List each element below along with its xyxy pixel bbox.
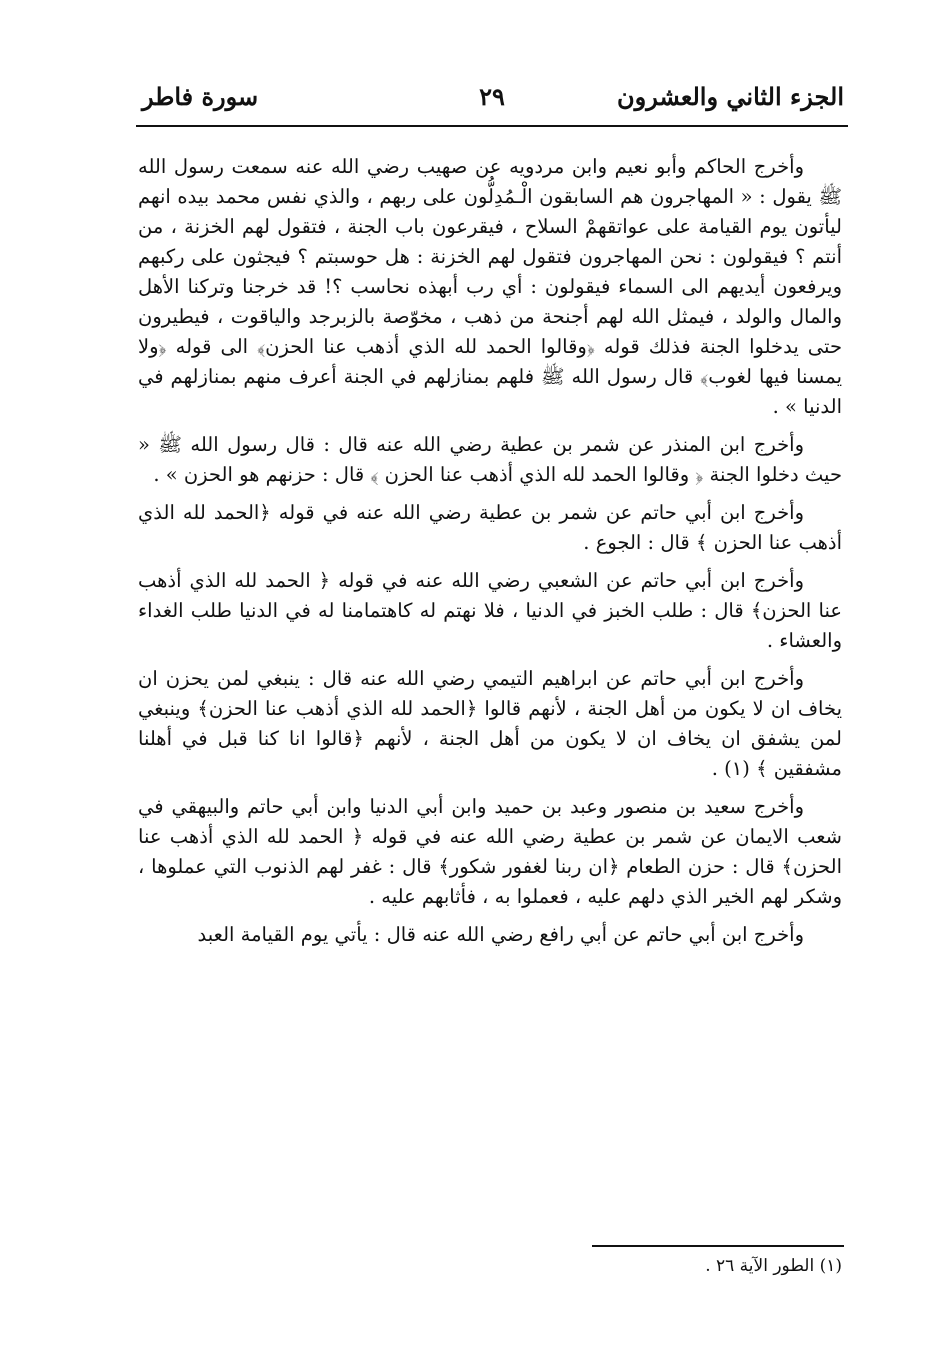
footnote-divider — [592, 1245, 844, 1247]
surah-title: سورة فاطر — [142, 82, 259, 111]
paragraph-6: وأخرج سعيد بن منصور وعبد بن حميد وابن أبي الدنيا وابن أبي حاتم والبيهقي في شعب الايمان عن شمر بن عطية رضي الله عنه في قوله ﴿ الحمد لله الذي أذهب عنا الحزن﴾ قال : حزن الطعام ﴿ان ربنا لغفور شكور﴾ قال : غفر لهم الذنوب التي عملوها ، وشكر لهم الخير الذي دلهم عليه ، فعملوا به ، فأثابهم عليه . — [138, 795, 842, 908]
part-title: الجزء الثاني والعشرون — [617, 82, 844, 111]
footnote: (١) الطور الآية ٢٦ . — [705, 1256, 842, 1276]
paragraph-4: وأخرج ابن أبي حاتم عن الشعبي رضي الله عنه في قوله ﴿ الحمد لله الذي أذهب عنا الحزن﴾ قال : طلب الخبز في الدنيا ، فلا نهتم له كاهتمامنا له في الدنيا طلب الغداء والعشاء . — [138, 569, 842, 652]
paragraph-2: وأخرج ابن المنذر عن شمر بن عطية رضي الله عنه قال : قال رسول الله ﷺ « حيث دخلوا الجنة ﴿ وقالوا الحمد لله الذي أذهب عنا الحزن ﴾ قال : حزنهم هو الحزن » . — [138, 433, 842, 486]
page-header — [136, 78, 848, 122]
paragraph-5: وأخرج ابن أبي حاتم عن ابراهيم التيمي رضي الله عنه قال : ينبغي لمن يحزن ان يخاف ان لا يكون من أهل الجنة ، لأنهم قالوا ﴿الحمد لله الذي أذهب عنا الحزن﴾ وينبغي لمن يشفق ان يخاف ان لا يكون من أهل الجنة ، لأنهم ﴿قالوا انا كنا قبل في أهلنا مشفقين ﴾ (١) . — [138, 667, 842, 780]
header-divider — [136, 125, 848, 127]
page-body — [138, 152, 842, 958]
page-number: ٢٩ — [479, 82, 505, 111]
paragraph-3: وأخرج ابن أبي حاتم عن شمر بن عطية رضي الله عنه في قوله ﴿الحمد لله الذي أذهب عنا الحزن ﴾ قال : الجوع . — [138, 501, 842, 554]
paragraph-7: وأخرج ابن أبي حاتم عن أبي رافع رضي الله عنه قال : يأتي يوم القيامة العبد — [197, 923, 804, 946]
paragraph-1: وأخرج الحاكم وأبو نعيم وابن مردويه عن صهيب رضي الله عنه سمعت رسول الله ﷺ يقول : « المهاجرون هم السابقون الْـمُدِلُّون على ربهم ، والذي نفس محمد بيده انهم ليأتون يوم القيامة على عواتقهمْ السلاح ، فيقرعون باب الجنة ، فتقول لهم الخزنة ، من أنتم ؟ فيقولون : نحن المهاجرون فتقول لهم الخزنة : هل حوسبتم ؟ فيجثون على ركبهم ويرفعون أيديهم الى السماء فيقولون : أي رب أبهذه نحاسب ؟! قد خرجنا وتركنا الأهل والمال والولد ، فيمثل الله لهم أجنحة من ذهب ، مخوّصة بالزبرجد والياقوت ، فيطيرون حتى يدخلوا الجنة فذلك قوله ﴿وقالوا الحمد لله الذي أذهب عنا الحزن﴾ الى قوله ﴿ولا يمسنا فيها لغوب﴾ قال رسول الله ﷺ فلهم بمنازلهم في الجنة أعرف منهم بمنازلهم في الدنيا » . — [138, 155, 842, 418]
